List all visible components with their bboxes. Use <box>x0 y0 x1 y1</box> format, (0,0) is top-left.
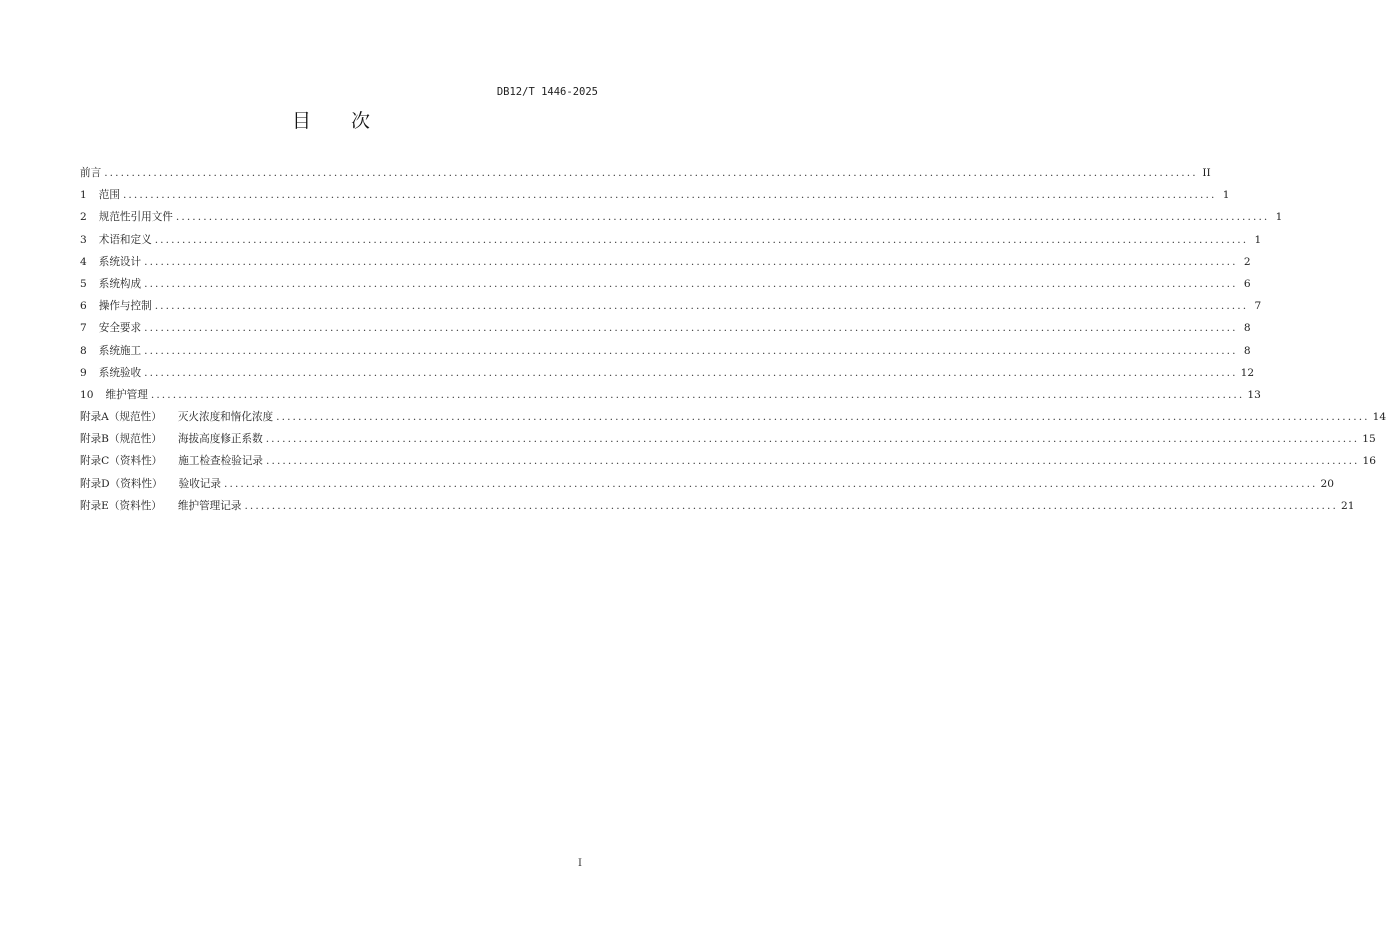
toc-entry[interactable] <box>80 476 1335 498</box>
toc-entry-page: 1 <box>1254 233 1262 246</box>
title-char: 次 <box>351 110 371 132</box>
toc-entry[interactable] <box>80 387 1261 409</box>
toc-entry-page: 8 <box>1243 344 1251 357</box>
page-title <box>0 106 662 133</box>
toc-leader-dots: ........................................................................................................................................................................................................ <box>224 477 1318 490</box>
toc-entry-number: 3 <box>80 233 87 246</box>
toc-entry-number: 附录D（资料性） <box>80 477 163 490</box>
toc-entry[interactable] <box>80 365 1255 387</box>
toc-leader-dots: ........................................................................................................................................................................................................ <box>266 455 1360 468</box>
toc-entry[interactable] <box>80 276 1251 298</box>
toc-entry-label <box>80 343 141 358</box>
toc-leader-dots: ........................................................................................................................................................................................................ <box>154 233 1249 246</box>
toc-entry-title: 施工检查检验记录 <box>178 455 264 468</box>
toc-entry[interactable] <box>80 498 1355 520</box>
toc-entry-number: 附录B（规范性） <box>80 433 162 446</box>
toc-entry-number: 6 <box>80 300 87 313</box>
toc-leader-dots: ........................................................................................................................................................................................................ <box>122 189 1217 202</box>
toc-entry-title: 海拔高度修正系数 <box>177 433 263 446</box>
toc-entry[interactable] <box>80 254 1251 276</box>
toc-entry-label <box>80 165 101 180</box>
toc-leader-dots: ........................................................................................................................................................................................................ <box>144 344 1238 357</box>
toc-entry-page: 6 <box>1243 277 1251 290</box>
toc-entry-page: 8 <box>1243 322 1251 335</box>
toc-entry-title: 前言 <box>80 167 102 179</box>
toc-entry-title: 规范性引用文件 <box>98 211 173 224</box>
toc-entry[interactable] <box>80 409 1386 431</box>
toc-leader-dots: ........................................................................................................................................................................................................ <box>104 167 1198 179</box>
toc-leader-dots: ........................................................................................................................................................................................................ <box>144 322 1238 335</box>
toc-entry-title: 系统设计 <box>98 255 142 268</box>
toc-entry-title: 术语和定义 <box>98 233 152 246</box>
toc-entry[interactable] <box>80 320 1251 342</box>
toc-entry-label <box>80 476 221 491</box>
toc-entry-page: 15 <box>1362 433 1376 446</box>
toc-entry-title: 系统验收 <box>98 366 142 379</box>
toc-entry-number: 9 <box>80 366 87 379</box>
toc-leader-dots: ........................................................................................................................................................................................................ <box>144 255 1238 268</box>
standard-code: DB12/T 1446-2025 <box>496 86 598 98</box>
toc-entry-number: 4 <box>80 255 87 268</box>
toc-leader-dots: ........................................................................................................................................................................................................ <box>175 211 1270 224</box>
page-number: I <box>578 858 582 869</box>
toc-entry-page: 13 <box>1247 388 1261 401</box>
toc-entry-title: 维护管理记录 <box>177 499 242 512</box>
toc-leader-dots: ........................................................................................................................................................................................................ <box>150 388 1245 401</box>
toc-entry-number: 附录C（资料性） <box>80 455 163 468</box>
toc-entry-page: 16 <box>1362 455 1376 468</box>
toc-entry-number: 1 <box>80 189 87 202</box>
toc-entry-number: 附录A（规范性） <box>80 411 162 424</box>
toc-entry-page: 7 <box>1254 300 1262 313</box>
toc-entry-title: 范围 <box>98 189 120 202</box>
toc-entry-title: 验收记录 <box>178 477 222 490</box>
toc-leader-dots: ........................................................................................................................................................................................................ <box>144 366 1238 379</box>
toc-entry-title: 维护管理 <box>105 388 148 401</box>
toc-entry-number: 5 <box>80 277 87 290</box>
toc-entry-page: 12 <box>1240 366 1255 379</box>
toc-leader-dots: ........................................................................................................................................................................................................ <box>144 277 1238 290</box>
toc-entry-page: II <box>1202 167 1211 179</box>
toc-leader-dots: ........................................................................................................................................................................................................ <box>244 499 1338 512</box>
toc-entry-page: 1 <box>1275 211 1283 224</box>
toc-entry-label <box>80 431 263 446</box>
toc-entry-number: 10 <box>80 388 94 401</box>
toc-entry-label <box>80 365 141 380</box>
toc-leader-dots: ........................................................................................................................................................................................................ <box>276 411 1370 424</box>
toc-entry[interactable] <box>80 165 1211 187</box>
toc-entry-page: 1 <box>1222 189 1230 202</box>
toc-entry[interactable] <box>80 343 1251 365</box>
toc-entry-label <box>80 187 120 202</box>
toc-entry-label <box>80 498 241 513</box>
toc-entry-title: 系统构成 <box>98 277 142 290</box>
toc-entry-page: 21 <box>1340 499 1355 512</box>
toc-leader-dots: ........................................................................................................................................................................................................ <box>154 300 1249 313</box>
toc-entry-label <box>80 320 141 335</box>
toc-entry-page: 20 <box>1320 477 1335 490</box>
toc-entry-label <box>80 453 263 468</box>
toc-entry-page: 2 <box>1243 255 1251 268</box>
toc-entry-label <box>80 209 173 224</box>
toc-entry-label <box>80 254 141 269</box>
toc-entry-page: 14 <box>1372 411 1386 424</box>
title-char: 目 <box>291 110 311 132</box>
toc-entry-number: 8 <box>80 344 87 357</box>
toc-entry-number: 2 <box>80 211 87 224</box>
toc-entry[interactable] <box>80 453 1376 475</box>
toc-entry[interactable] <box>80 298 1262 320</box>
toc-entry-title: 安全要求 <box>98 322 142 335</box>
toc-entry-title: 灭火浓度和惰化浓度 <box>177 411 274 424</box>
toc-entry[interactable] <box>80 431 1376 453</box>
toc-entry-label <box>80 298 152 313</box>
toc-entry-label <box>80 232 152 247</box>
toc-entry-title: 操作与控制 <box>98 300 152 313</box>
toc-entry[interactable] <box>80 209 1283 231</box>
toc-entry[interactable] <box>80 187 1230 209</box>
toc-leader-dots: ........................................................................................................................................................................................................ <box>265 433 1360 446</box>
toc-entry-number: 附录E（资料性） <box>80 499 162 512</box>
toc-entry-label <box>80 409 273 424</box>
toc-entry-label <box>80 387 148 402</box>
toc-entry-title: 系统施工 <box>98 344 142 357</box>
table-of-contents <box>80 165 1386 520</box>
toc-entry-number: 7 <box>80 322 87 335</box>
toc-entry-label <box>80 276 141 291</box>
toc-entry[interactable] <box>80 232 1262 254</box>
